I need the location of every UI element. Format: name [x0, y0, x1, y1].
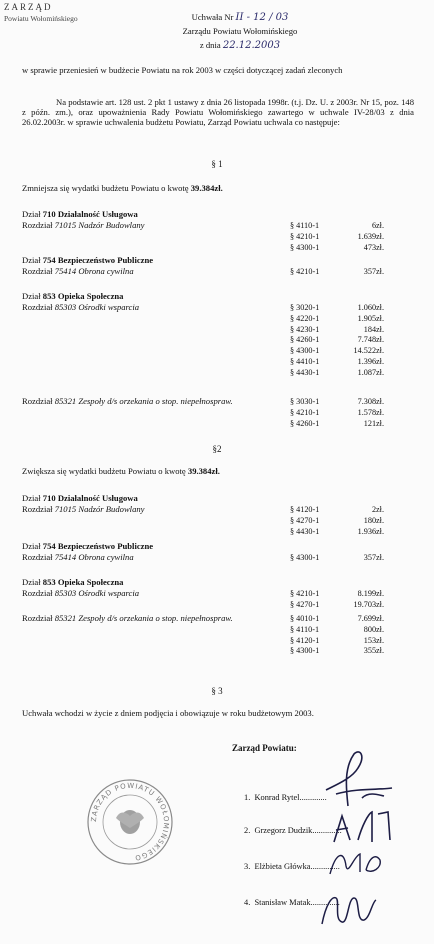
rozdzial-heading [22, 267, 134, 277]
amount-value: 6zł. [371, 221, 384, 230]
signature-line-2: 2. Grzegorz Dudzik.............. [244, 826, 342, 835]
signature-number: 4. [244, 898, 251, 907]
paragraph-code: § 4210-1 [290, 589, 320, 598]
signature-line-1: 1. Konrad Rytel............. [244, 793, 327, 802]
signature-line-3: 3. Elżbieta Główka.............. [244, 862, 340, 871]
dzial-number: 710 [42, 209, 56, 219]
paragraph-code: § 4110-1 [290, 221, 320, 230]
amount-value: 2zł. [371, 505, 384, 514]
section-1-intro-amount: 39.384zł. [190, 183, 223, 193]
amount-value: 180zł. [363, 515, 384, 525]
paragraph-code: § 4260-1 [290, 335, 320, 345]
signature-name: Stanisław Matak [254, 898, 311, 907]
dzial-heading [22, 256, 153, 266]
office-stamp: ZARZĄD [4, 2, 53, 12]
rozdzial-prefix: Rozdział [22, 613, 53, 623]
amount-value: 355zł. [363, 646, 384, 656]
amount-value: 19.703zł. [353, 599, 384, 609]
rozdzial-number: 85321 [54, 396, 77, 406]
paragraph-code: § 4300-1 [290, 242, 320, 252]
rozdzial-number: 75414 [54, 552, 77, 562]
rozdzial-heading [22, 303, 139, 313]
rozdzial-number: 85303 [54, 302, 77, 312]
section-1-title: § 1 [211, 159, 223, 169]
rozdzial-number: 85303 [54, 588, 77, 598]
signature-name: Konrad Rytel [254, 793, 300, 802]
paragraph-code: § 3030-1 [290, 397, 320, 406]
resolution-number-line [100, 12, 380, 24]
rozdzial-prefix: Rozdział [22, 266, 53, 276]
signature-number: 1. [244, 793, 251, 802]
rozdzial-name: Obrona cywilna [78, 266, 134, 276]
section-2-intro-amount: 39.384zł. [187, 466, 220, 476]
dzial-prefix: Dział [22, 577, 41, 587]
rozdzial-number: 71015 [54, 504, 77, 514]
dzial-heading [22, 542, 153, 552]
paragraph-code: § 4300-1 [290, 346, 320, 356]
rozdzial-heading [22, 397, 233, 407]
signature-number: 2. [244, 826, 251, 835]
rozdzial-heading [22, 221, 144, 231]
resolution-number-handwritten: II - 12 / 03 [235, 12, 289, 23]
paragraph-code: § 4430-1 [290, 526, 320, 536]
amount-value: 1.578zł. [357, 407, 384, 417]
eagle-emblem-icon [116, 810, 144, 834]
rozdzial-number: 85321 [54, 613, 77, 623]
paragraph-code: § 4110-1 [290, 624, 320, 634]
board-title: Zarząd Powiatu: [232, 743, 297, 753]
amount-value: 1.905zł. [357, 313, 384, 323]
signature-number: 3. [244, 862, 251, 871]
amount-value: 357zł. [363, 267, 384, 276]
amount-value: 1.396zł. [357, 357, 384, 366]
dzial-prefix: Dział [22, 255, 41, 265]
paragraph-code: § 4230-1 [290, 324, 320, 334]
dzial-prefix: Dział [22, 541, 41, 551]
rozdzial-name: Obrona cywilna [78, 552, 134, 562]
rozdzial-prefix: Rozdział [22, 220, 53, 230]
seal-text: ZARZĄD POWIATU WOŁOMIŃSKIEGO [89, 781, 171, 862]
section-2-intro [22, 467, 220, 477]
rozdzial-heading [22, 505, 144, 515]
section-3-title: § 3 [211, 686, 223, 696]
dzial-number: 754 [42, 255, 56, 265]
rozdzial-heading [22, 553, 134, 563]
amount-value: 7.748zł. [357, 335, 384, 345]
paragraph-code: § 4410-1 [290, 357, 320, 366]
rozdzial-heading [22, 614, 233, 624]
rozdzial-prefix: Rozdział [22, 588, 53, 598]
dzial-name: Bezpieczeństwo Publiczne [57, 255, 154, 265]
signature-line-4: 4. Stanisław Matak.............. [244, 898, 340, 907]
dzial-prefix: Dział [22, 209, 41, 219]
paragraph-code: § 4120-1 [290, 505, 320, 514]
amount-value: 473zł. [363, 242, 384, 252]
signature-name: Grzegorz Dudzik [254, 826, 313, 835]
section-1-intro [22, 184, 223, 194]
dzial-number: 710 [42, 493, 56, 503]
amount-value: 1.639zł. [357, 231, 384, 241]
paragraph-code: § 4210-1 [290, 231, 320, 241]
resolution-prefix: Uchwała Nr [191, 12, 234, 22]
paragraph-code: § 4270-1 [290, 515, 320, 525]
signature-name: Elżbieta Główka [254, 862, 311, 871]
paragraph-code: § 4120-1 [290, 635, 320, 645]
amount-value: 357zł. [363, 553, 384, 562]
paragraph-code: § 4300-1 [290, 553, 320, 562]
amount-value: 8.199zł. [357, 589, 384, 598]
paragraph-code: § 4220-1 [290, 313, 320, 323]
dzial-name: Bezpieczeństwo Publiczne [57, 541, 154, 551]
dzial-name: Działalność Usługowa [57, 493, 138, 503]
paragraph-code: § 4210-1 [290, 407, 320, 417]
signature-mark-3 [326, 846, 386, 880]
dzial-prefix: Dział [22, 493, 41, 503]
dzial-number: 853 [42, 577, 56, 587]
paragraph-code: § 4010-1 [290, 614, 320, 623]
rozdzial-prefix: Rozdział [22, 504, 53, 514]
amount-value: 153zł. [363, 635, 384, 645]
amount-value: 14.522zł. [353, 346, 384, 356]
office-stamp-subtitle: Powiatu Wołomińskiego [4, 14, 78, 23]
amount-value: 184zł. [363, 324, 384, 334]
signature-mark-4 [318, 890, 380, 930]
dzial-prefix: Dział [22, 291, 41, 301]
amount-value: 1.936zł. [357, 526, 384, 536]
rozdzial-prefix: Rozdział [22, 396, 53, 406]
preamble-paragraph: Na podstawie art. 128 ust. 2 pkt 1 ustawy z dnia 26 listopada 1998r. (t.j. Dz. U. z 2003r. Nr 15, poz. 148 z późn. zm.), oraz upoważnienia Rady Powiatu Wołomińskiego zawartego w uchwale IV-28/03 z dnia 26.02.2003r. w sprawie uchwalenia budżetu Powiatu, Zarząd Powiatu uchwala co następuje: [22, 97, 414, 127]
rozdzial-heading [22, 589, 139, 599]
amount-value: 7.308zł. [357, 397, 384, 406]
dzial-name: Działalność Usługowa [57, 209, 138, 219]
section-3-text: Uchwała wchodzi w życie z dniem podjęcia i obowiązuje w roku budżetowym 2003. [22, 708, 314, 718]
rozdzial-prefix: Rozdział [22, 552, 53, 562]
dzial-heading [22, 292, 123, 302]
dzial-heading [22, 578, 123, 588]
signature-mark-1 [318, 748, 398, 810]
rozdzial-name: Zespoły d/s orzekania o stop. niepełnospraw. [78, 613, 233, 623]
amount-value: 121zł. [363, 418, 384, 428]
section-1-intro-text: Zmniejsza się wydatki budżetu Powiatu o kwotę [22, 183, 189, 193]
paragraph-code: § 4430-1 [290, 367, 320, 377]
dzial-name: Opieka Społeczna [57, 291, 124, 301]
paragraph-code: § 4260-1 [290, 418, 320, 428]
amount-value: 1.087zł. [357, 367, 384, 377]
dzial-heading [22, 494, 138, 504]
date-prefix: z dnia [199, 40, 221, 50]
rozdzial-number: 71015 [54, 220, 77, 230]
amount-value: 800zł. [363, 624, 384, 634]
rozdzial-name: Ośrodki wsparcia [78, 302, 140, 312]
dzial-number: 754 [42, 541, 56, 551]
issuer-line: Zarządu Powiatu Wołomińskiego [182, 26, 298, 36]
section-2-intro-text: Zwiększa się wydatki budżetu Powiatu o kwotę [22, 466, 186, 476]
dzial-name: Opieka Społeczna [57, 577, 124, 587]
amount-value: 7.699zł. [357, 614, 384, 623]
signature-mark-2 [328, 806, 398, 848]
date-line [100, 40, 380, 52]
subject-line: w sprawie przeniesień w budżecie Powiatu na rok 2003 w części dotyczącej zadań zleconych [22, 65, 343, 75]
paragraph-code: § 4300-1 [290, 646, 320, 656]
rozdzial-number: 75414 [54, 266, 77, 276]
paragraph-code: § 4270-1 [290, 599, 320, 609]
section-2-title: §2 [212, 444, 222, 454]
date-handwritten: 22.12.2003 [222, 40, 281, 51]
rozdzial-prefix: Rozdział [22, 302, 53, 312]
dzial-number: 853 [42, 291, 56, 301]
amount-value: 1.060zł. [357, 303, 384, 312]
paragraph-code: § 3020-1 [290, 303, 320, 312]
dzial-heading [22, 210, 138, 220]
rozdzial-name: Nadzór Budowlany [78, 220, 145, 230]
rozdzial-name: Zespoły d/s orzekania o stop. niepełnospraw. [78, 396, 233, 406]
rozdzial-name: Ośrodki wsparcia [78, 588, 140, 598]
paragraph-code: § 4210-1 [290, 267, 320, 276]
rozdzial-name: Nadzór Budowlany [78, 504, 145, 514]
round-seal [86, 778, 174, 866]
